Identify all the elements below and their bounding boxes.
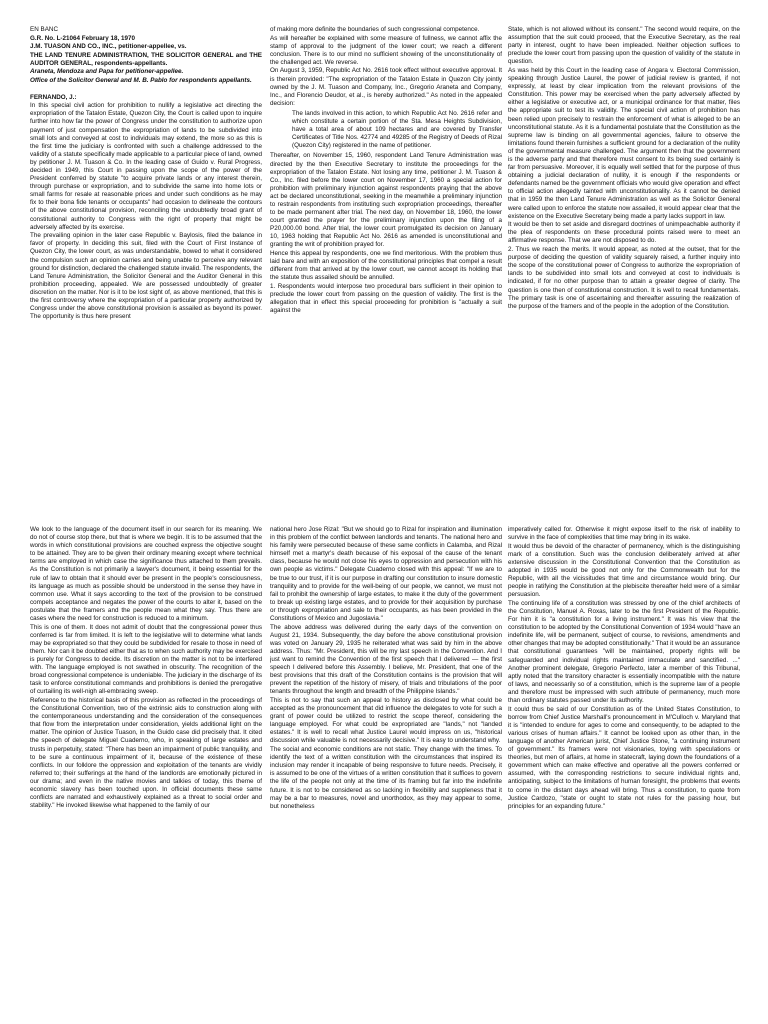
column-right — [508, 526, 740, 1016]
paragraph: It could thus be said of our Constitution as of the United States Constitution, to borrow from Chief Justice Marshall's pronouncement in M'Culloch v. Maryland that it is "intended to endure for ages to come and consequently, to be adapted to the various crises of human affairs." It cannot be looked upon as other than, in the language of another American jurist, Chief Justice Stone, "a continuing instrument of government." Its framers were not visionaries, toying with speculations or theories, but men of affairs, at home in statecraft, laying down the foundations of a government which can make effective and operative all the powers conferred or assumed, with the corresponding restrictions to secure individual rights and, anticipating, subject to the limitations of human foresight, the problems that events to come in the distant days ahead will bring. Thus a constitution, to quote from Justice Cardozo, "state or ought to state not rules for the passing hour, but principles for an expanding future." — [508, 705, 740, 810]
case-number: G.R. No. L-21064 February 18, 1970 — [30, 34, 135, 42]
paragraph: As will hereafter be explained with some measure of fullness, we cannot affix the stamp of approval to the judgment of the lower court; we reach a different conclusion. There is to our mind no sufficient showing of the unconstitutionality of the challenged act. We reverse. — [270, 34, 502, 66]
paragraph: Hence this appeal by respondents, one we find meritorious. With the problem thus laid bare and with an exposition of the constitutional principles that compel a result different from that arrived at by the lower court, we cannot accept its holding that the statute thus assailed should be annulled. — [270, 250, 502, 282]
paragraph: As was held by this Court in the leading case of Angara v. Electoral Commission, speaking through Justice Laurel, the power of judicial review is granted, if not expressly, at least by clear implication from the relevant provisions of the Constitution. This power may be exercised when the party adversely affected by either a legislative or executive act, or a municipal ordinance for that matter, files the appropriate suit to test its validity. The special civil action of prohibition has been relied upon precisely to restrain the enforcement of what is alleged to be an unconstitutional statute. As it is a fundamental postulate that the Constitution as the supreme law is binding on all governmental agencies, failure to observe the limitations found therein furnishes a sufficient ground for a declaration of the nullity of the governmental measure challenged. The argument then that the government is the adverse party and that therefore must consent to its being sued certainly is far from persuasive. Moreover, it is equally well settled that for the purpose of thus obtaining a judicial declaration of nullity, it is enough if the respondents or defendants named be the government officials who would give operation and effect to official action allegedly tainted with unconstitutionality. As it cannot be denied that in 1959 the then Land Tenure Administration as well as the Solicitor General were called upon to enforce the statute now assailed, it would appear clear that the existence on the Executive Secretary being made a party lacks support in law. — [508, 66, 740, 220]
court-label: EN BANC — [30, 26, 58, 33]
paragraph: This is one of them. It does not admit of doubt that the congressional power thus conferred is far from limited. It is left to the legislative will to determine what lands may be expropriated so that they could be subdivided for resale to those in need of them. Nor can it be doubted either that as to when such authority may be exercised is purely for Congress to decide. Its discretion on the matter is not to be interfered with. The language employed is not swathed in obscurity. The recognition of the broad congressional competence is undeniable. The judiciary in the discharge of its task to enforce constitutional commands and prohibitions is denied the prerogative of curtailing its well-nigh all-embracing sweep. — [30, 623, 262, 696]
column-left — [30, 26, 262, 531]
respondents-line: THE LAND TENURE ADMINISTRATION, THE SOLICITOR GENERAL and THE AUDITOR GENERAL, respondents-appellants. — [30, 51, 262, 67]
column-middle — [270, 526, 502, 1016]
paragraph: It would be then to set aside and disregard doctrines of unimpeachable authority if the plea of respondents on these procedural points raised were to meet an affirmative response. That we are not disposed to do. — [508, 221, 740, 245]
petitioner-line: J.M. TUASON AND CO., INC., petitioner-appellee, vs. — [30, 43, 187, 51]
paragraph: Reference to the historical basis of this provision as reflected in the proceedings of the Constitutional Convention, two of the extrinsic aids to construction along with the contemporaneous understanding and the consideration of the consequences that flow from the interpretation under consideration, yields additional light on the matter. The opinion of Justice Tuason, in the Guido case did precisely that. It cited the speech of delegate Miguel Cuaderno, who, in speaking of large estates and trusts in perpetuity, stated: "There has been an impairment of public tranquility, and to be sure a continuous impairment of it, because of the existence of these conflicts. In our folklore the oppression and exploitation of the tenants are vividly referred to; their sufferings at the hand of the landlords are emotionally pictured in our drama; and even in the native movies and talkies of today, this theme of economic slavery has been touched upon. In official documents these same conflicts are narrated and exhaustively explained as a threat to social order and stability." He invoked likewise what happened to the family of our — [30, 696, 262, 810]
paragraph: In this special civil action for prohibition to nullify a legislative act directing the expropriation of the Tatalon Estate, Quezon City, the Court is called upon to inquire further into how far the power of Congress under the constitution to authorize upon payment of just compensation the expropriation of lands to be subdivided into small lots and conveyed at cost to individuals may extend, the more so as this is the first time the judiciary is confronted with such a challenge addressed to the validity of a statute specifically made applicable to a particular piece of land, owned by petitioner J. M. Tuason & Co. In the leading case of Guido v. Rural Progress, decided in 1949, this Court in passing upon the scope of the power of the President conferred by statute "to acquire private lands or any interest therein, through purchase or expropriation, and to subdivide the same into home lots or small farms for resale at reasonable prices and under such conditions as he may fix to their bona fide tenants or occupants" had occasion to delineate the contours of the above constitutional provision, reconciling the undoubtedly broad grant of constitutional authority to Congress with the right of property that might be adversely affected by its exercise. — [30, 102, 262, 231]
column-right — [508, 26, 740, 531]
paragraph: The social and economic conditions are not static. They change with the times. To identify the text of a written constitution with the circumstances that inspired its inclusion may render it incapable of being responsive to future needs. Precisely, it is assumed to be one of the virtues of a written constitution that it suffices to govern the life of the people not only at the time of its framing but far into the indefinite future. It is not to be considered as so lacking in flexibility and suppleness that it may be a bar to measures, novel and unorthodox, as they may appear to some, but nonetheless — [270, 746, 502, 810]
block-quote: The lands involved in this action, to which Republic Act No. 2616 refer and which constitute a certain portion of the Sta. Mesa Heights Subdivision, have a total area of about 109 hectares and are covered by Transfer Certificates of Title Nos. 42774 and 49285 of the Registry of Deeds of Rizal (Quezon City) registered in the name of petitioner. — [292, 109, 502, 150]
page-two — [0, 526, 768, 1016]
paragraph: The prevailing opinion in the later case Republic v. Baylosis, filed the balance in favor of property. In deciding this suit, filed with the Court of First Instance of Quezon City, the lower court, as was understandable, bowed to what it considered the compulsion such an opinion carries and being unable to perceive any relevant ground for distinction, declared the challenged statute invalid. The respondents, the Land Tenure Administration, the Solicitor General and the Auditor General in this prohibition proceeding, appealed. We are possessed undoubtedly of greater discretion on the matter. Nor is it to be lost sight of, as above mentioned, that this is the first controversy where the expropriation of a particular property authorized by Congress under the above constitutional provision is assailed as beyond its power. The opportunity is thus here present — [30, 232, 262, 321]
paragraph: It would thus be devoid of the character of permanency, which is the distinguishing mark of a constitution. Such was the conclusion deliberately arrived at after extensive discussion in the Constitutional Convention that the Constitution as adopted in 1935 would be good not only for the Commonwealth but for the Republic, with all the vicissitudes that time and circumstance would bring. Our people in ratifying the Constitution at the plebiscite thereafter held were of a similar persuasion. — [508, 542, 740, 599]
paragraph: The above address was delivered during the early days of the convention on August 21, 1934. Subsequently, the day before the above constitutional provision was voted on January 29, 1935 he reiterated what was said by him in the above address. Thus: "Mr. President, this will be my last speech in the Convention. And I just want to remind the Convention of the first speech that I delivered — the first speech I delivered before this Assembly. I believe, Mr. President, that one of the best provisions that this draft of the Constitution contains is the provision that will prevent the repetition of the history of misery, of trials and tribulations of the poor tenants throughout the length and breadth of the Philippine Islands." — [270, 623, 502, 696]
paragraph: State, which is not allowed without its consent." The second would require, on the assumption that the suit could proceed, that the Executive Secretary, as the real party in interest, ought to have been impleaded. Neither objection suffices to preclude the lower court from passing upon the question of validity of the statute in question. — [508, 26, 740, 66]
paragraph: Thereafter, on November 15, 1960, respondent Land Tenure Administration was directed by the then Executive Secretary to institute the proceedings for the expropriation of the Tatalon Estate. Not losing any time, petitioner J. M. Tuason & Co., Inc. filed before the lower court on November 17, 1960 a special action for prohibition with preliminary injunction against respondents praying that the above act be declared unconstitutional, seeking in the meanwhile a preliminary injunction to restrain respondents from instituting such expropriation proceedings, thereafter to be made permanent after trial. The next day, on November 18, 1960, the lower court granted the prayer for the preliminary injunction upon the filing of a P20,000.00 bond. After trial, the lower court promulgated its decision on January 10, 1963 holding that Republic Act No. 2616 as amended is unconstitutional and granting the writ of prohibition prayed for. — [270, 152, 502, 249]
column-middle — [270, 26, 502, 531]
paragraph: imperatively called for. Otherwise it might expose itself to the risk of inability to survive in the face of complexities that time may bring in its wake. — [508, 526, 740, 542]
paragraph: The continuing life of a constitution was stressed by one of the chief architects of the Constitution, Manuel A. Roxas, later to be the first President of the Republic. For him it is "a constitution for a living instrument." It was his view that the constitution to be adopted by the Constitutional Convention of 1934 would "have an indefinite life, will be permanent, subject of course, to revisions, amendments and other changes that may be adopted constitutionally." That it would be an assurance that constitutional guarantees "will be maintained, property rights will be safeguarded and individual rights maintained immaculate and sanctified. ..." Another prominent delegate, Gregorio Perfecto, later a member of this Tribunal, aptly noted that the transitory character is essentially incompatible with the nature of laws, and necessarily so of a constitution, which is the supreme law of a people and therefore must be impressed with such attribute of permanency, much more than ordinary statutes passed under its authority. — [508, 599, 740, 704]
counsel-petitioner: Araneta, Mendoza and Papa for petitioner-appellee. — [30, 68, 184, 76]
ponente: FERNANDO, J.: — [30, 93, 77, 101]
paragraph: 2. Thus we reach the merits. It would appear, as noted at the outset, that for the purpose of deciding the question of validity squarely raised, a further inquiry into the scope of the constitutional power of Congress to authorize the expropriation of lands to be subdivided into small lots and conveyed at cost to individuals is indicated, if for no other purpose than to attain a greater degree of clarity. The question is one then of constitutional construction. It is well to recall fundamentals. The primary task is one of ascertaining and thereafter assuring the realization of the purpose of the framers and of the people in the adoption of the Constitution. — [508, 246, 740, 310]
column-left — [30, 526, 262, 1016]
counsel-respondents: Office of the Solicitor General and M. B. Pablo for respondents appellants. — [30, 77, 252, 85]
paragraph: On August 3, 1959, Republic Act No. 2616 took effect without executive approval. It is therein provided: "The expropriation of the Tatalon Estate in Quezon City jointly owned by the J. M. Tuason and Company, Inc., Gregorio Araneta and Company, Inc., and Florencio Deudor, et al., is hereby authorized." As noted in the appealed decision: — [270, 67, 502, 107]
paragraph: of making more definite the boundaries of such congressional competence. — [270, 26, 480, 33]
paragraph: This is not to say that such an appeal to history as disclosed by what could be accepted as the pronouncement that did influence the delegates to vote for such a grant of power could be utilized to restrict the scope thereof, considering the language employed. For what could be expropriated are "lands," not "landed estates." It is well to recall what Justice Laurel would impress on us, "historical discussion while valuable is not necessarily decisive." It is easy to understand why. — [270, 696, 502, 745]
paragraph: national hero Jose Rizal: "But we should go to Rizal for inspiration and illumination in this problem of the conflict between landlords and tenants. The national hero and his family were persecuted because of these same conflicts in Calamba, and Rizal himself met a martyr's death because of his exposal of the cause of the tenant class, because he would not close his eyes to oppression and persecution with his own people as victims." Delegate Cuaderno closed with this appeal: "If we are to be true to our trust, if it is our purpose in drafting our constitution to insure domestic tranquility and to provide for the well-being of our people, we cannot, we must not fail to prohibit the ownership of large estates, to make it the duty of the government to break up existing large estates, and to provide for their acquisition by purchase or through expropriation and sale to their occupants, as has been provided in the Constitutions of Mexico and Jugoslavia." — [270, 526, 502, 623]
paragraph: We look to the language of the document itself in our search for its meaning. We do not of course stop there, but that is where we begin. It is to be assumed that the words in which constitutional provisions are couched express the objective sought to be attained. They are to be given their ordinary meaning except where technical terms are employed in which case the significance thus attached to them prevails. As the Constitution is not primarily a lawyer's document, it being essential for the rule of law to obtain that it should ever be present in the people's consciousness, its language as much as possible should be understood in the sense they have in common use. What it says according to the text of the provision to be construed compels acceptance and negates the power of the courts to alter it, based on the postulate that the framers and the people mean what they say. Thus there are cases where the need for construction is reduced to a minimum. — [30, 526, 262, 623]
paragraph: 1. Respondents would interpose two procedural bars sufficient in their opinion to preclude the lower court from passing on the question of validity. The first is the allegation that in effect this special proceeding for prohibition is "actually a suit against the — [270, 282, 502, 315]
page-one — [0, 26, 768, 531]
